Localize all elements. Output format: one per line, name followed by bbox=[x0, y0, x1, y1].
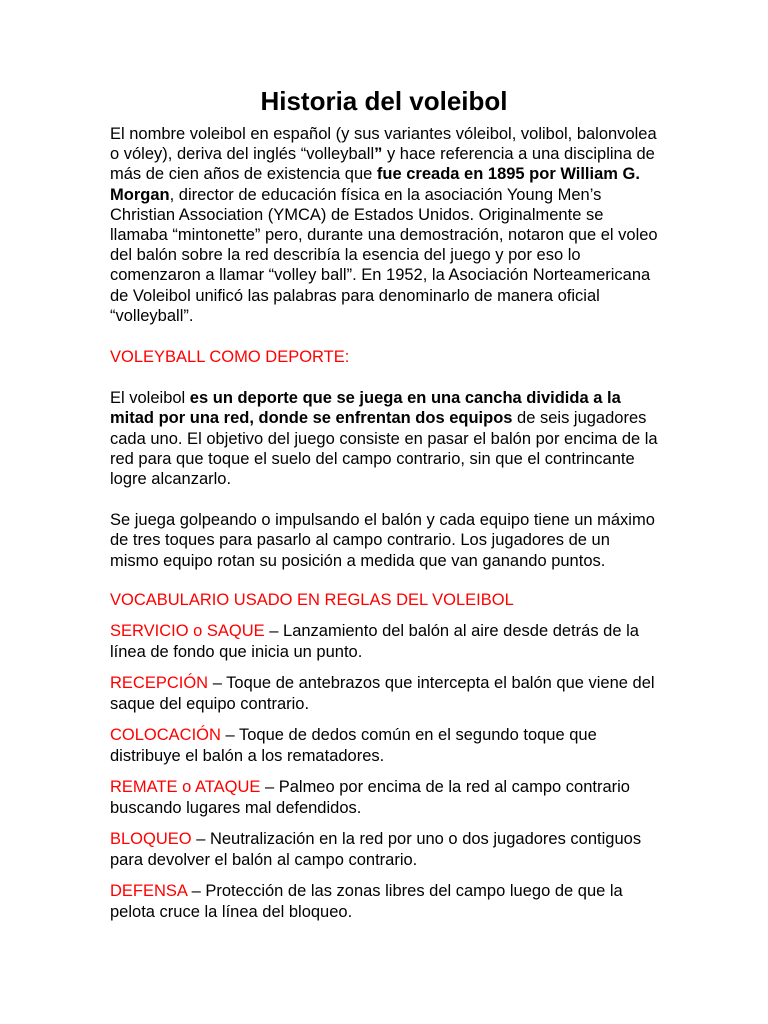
vocab-item-bloqueo bbox=[110, 829, 658, 871]
vocab-heading: VOCABULARIO USADO EN REGLAS DEL VOLEIBOL bbox=[110, 590, 514, 609]
vocab-definition: – Protección de las zonas libres del campo luego de que la pelota cruce la línea del bloqueo. bbox=[110, 882, 623, 922]
intro-text-1: El nombre voleibol en español (y sus variantes vóleibol, volibol, balonvolea o vóley), deriva del inglés “volleyball bbox=[110, 125, 657, 164]
spacer bbox=[110, 571, 658, 590]
vocab-item-defensa bbox=[110, 881, 658, 923]
sport-bold-definition: es un deporte que se juega en una cancha dividida a la mitad por una red, donde se enfrentan dos equipos bbox=[110, 389, 621, 428]
intro-text-3: y hace referencia a una disciplina de más de cien años de existencia que bbox=[110, 145, 655, 184]
spacer bbox=[110, 610, 658, 621]
vocab-item-remate bbox=[110, 777, 658, 819]
spacer bbox=[110, 489, 658, 510]
vocab-term: DEFENSA bbox=[110, 882, 188, 901]
vocab-term: REMATE o ATAQUE bbox=[110, 778, 261, 797]
vocab-item-recepcion bbox=[110, 673, 658, 715]
sport-paragraph-1 bbox=[110, 388, 658, 489]
vocab-term: COLOCACIÓN bbox=[110, 726, 221, 745]
intro-text-2: ” bbox=[374, 145, 383, 164]
intro-bold-creation: fue creada en 1895 por William G. Morgan bbox=[110, 165, 640, 204]
vocab-term: RECEPCIÓN bbox=[110, 674, 209, 693]
intro-paragraph bbox=[110, 124, 658, 326]
vocab-term: SERVICIO o SAQUE bbox=[110, 622, 265, 641]
sport-heading: VOLEYBALL COMO DEPORTE: bbox=[110, 348, 350, 367]
vocab-definition: – Neutralización en la red por uno o dos jugadores contiguos para devolver el balón al campo contrario. bbox=[110, 830, 642, 870]
vocab-definition: – Palmeo por encima de la red al campo contrario buscando lugares mal defendidos. bbox=[110, 778, 630, 818]
sport-text-1: El voleibol bbox=[110, 389, 190, 408]
vocab-definition: – Toque de antebrazos que intercepta el balón que viene del saque del equipo contrario. bbox=[110, 674, 655, 714]
spacer bbox=[110, 367, 658, 388]
vocab-item-servicio bbox=[110, 621, 658, 663]
page-title: Historia del voleibol bbox=[260, 86, 508, 116]
vocab-definition: – Lanzamiento del balón al aire desde detrás de la línea de fondo que inicia un punto. bbox=[110, 622, 639, 662]
vocab-term: BLOQUEO bbox=[110, 830, 192, 849]
vocab-list bbox=[110, 621, 658, 923]
document-page bbox=[110, 84, 658, 923]
spacer bbox=[110, 326, 658, 347]
vocab-item-colocacion bbox=[110, 725, 658, 767]
sport-paragraph-2: Se juega golpeando o impulsando el balón y cada equipo tiene un máximo de tres toques para pasarlo al campo contrario. Los jugadores de un mismo equipo rotan su posición a medida que van ganando puntos. bbox=[110, 511, 655, 570]
intro-text-5: , director de educación física en la asociación Young Men’s Christian Association (YMCA) de Estados Unidos. Originalmente se llamaba “mintonette” pero, durante una demostración, notaron que el voleo del balón sobre la red describía la esencia del juego y por eso lo comenzaron a llamar “volley ball”. En 1952, la Asociación Norteamericana de Voleibol unificó las palabras para denominarlo de manera oficial “volleyball”. bbox=[110, 185, 658, 325]
vocab-definition: – Toque de dedos común en el segundo toque que distribuye el balón a los rematadores. bbox=[110, 726, 597, 766]
sport-text-3: de seis jugadores cada uno. El objetivo del juego consiste en pasar el balón por encima de la red para que toque el suelo del campo contrario, sin que el contrincante logre alcanzarlo. bbox=[110, 409, 658, 489]
